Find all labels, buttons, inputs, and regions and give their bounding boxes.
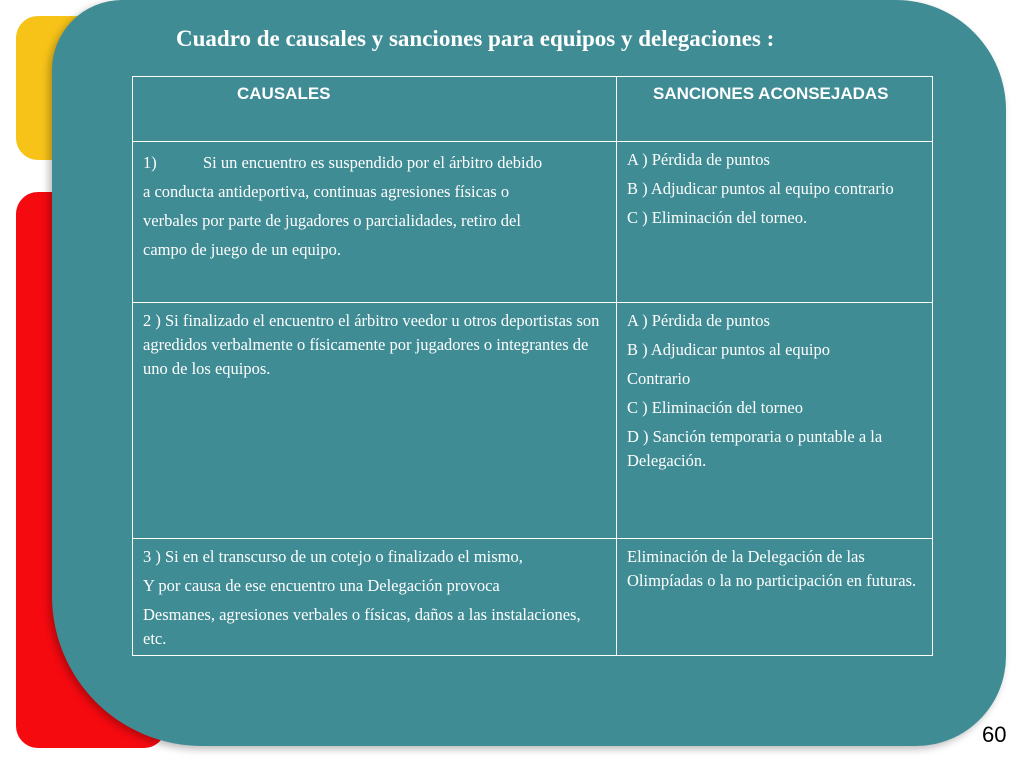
- header-sanciones: SANCIONES ACONSEJADAS: [617, 77, 933, 142]
- cause-line: Y por causa de ese encuentro una Delegación provoca: [143, 576, 500, 595]
- cause-line: 3 ) Si en el transcurso de un cotejo o finalizado el mismo,: [143, 547, 523, 566]
- sanction-cell: [617, 142, 933, 303]
- sanction-item: Contrario: [627, 369, 691, 388]
- cause-number: 1): [143, 153, 157, 172]
- cause-line: Desmanes, agresiones verbales o físicas, daños a las instalaciones, etc.: [143, 605, 581, 648]
- header-causales: CAUSALES: [133, 77, 617, 142]
- slide-title: Cuadro de causales y sanciones para equipos y delegaciones :: [176, 26, 775, 51]
- cause-cell: [133, 539, 617, 656]
- sanctions-table: [132, 76, 933, 656]
- sanction-item: B ) Adjudicar puntos al equipo: [627, 340, 831, 359]
- sanction-item: C ) Eliminación del torneo.: [627, 208, 808, 227]
- sanction-item: B ) Adjudicar puntos al equipo contrario: [627, 179, 894, 198]
- sanction-cell: [617, 303, 933, 539]
- cause-line: verbales por parte de jugadores o parcialidades, retiro del: [143, 211, 521, 230]
- sanction-text: Eliminación de la Delegación de las Olimpíadas o la no participación en futuras.: [627, 547, 917, 590]
- cause-line: campo de juego de un equipo.: [143, 240, 341, 259]
- page-number: 60: [982, 722, 1007, 747]
- sanction-item: D ) Sanción temporaria o puntable a la Delegación.: [627, 427, 883, 470]
- cause-text: 2 ) Si finalizado el encuentro el árbitro veedor u otros deportistas son agredidos verbalmente o físicamente por jugadores o integrantes de uno de los equipos.: [143, 311, 600, 378]
- cause-cell: [133, 142, 617, 303]
- cause-line: a conducta antideportiva, continuas agresiones físicas o: [143, 182, 510, 201]
- table-row: [133, 142, 933, 303]
- cause-line: 1) Si un encuentro es suspendido por el árbitro debido: [143, 148, 606, 177]
- sanction-item: C ) Eliminación del torneo: [627, 398, 803, 417]
- table-row: [133, 303, 933, 539]
- sanction-item: A ) Pérdida de puntos: [627, 150, 770, 169]
- sanction-cell: [617, 539, 933, 656]
- cause-cell: [133, 303, 617, 539]
- table-header-row: [133, 77, 933, 142]
- sanction-item: A ) Pérdida de puntos: [627, 311, 770, 330]
- table-row: [133, 539, 933, 656]
